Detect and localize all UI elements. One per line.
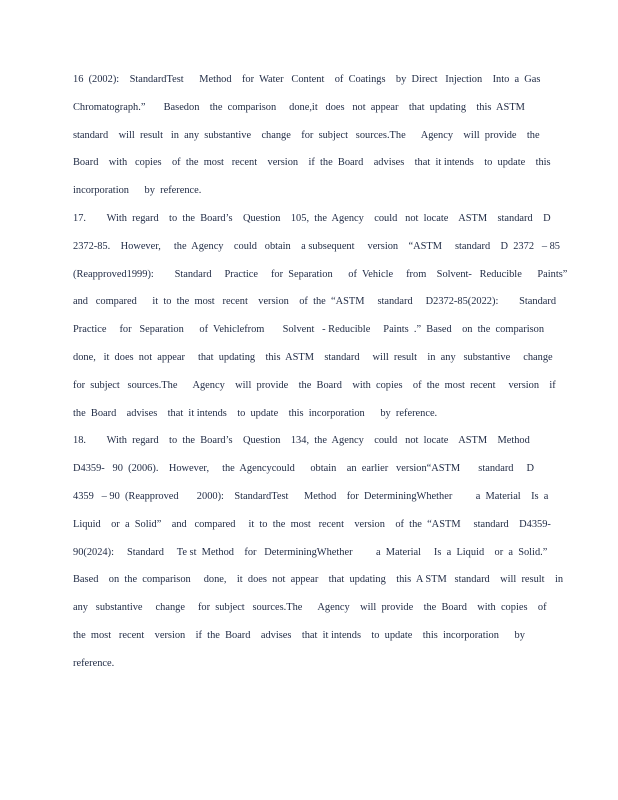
text-line: Chromatograph.” Basedon the comparison done,it does not appear that updating this ASTM bbox=[73, 101, 525, 113]
text-line: (Reapproved1999): Standard Practice for Separation of Vehicle from Solvent- Reducible Paints” bbox=[73, 268, 568, 280]
text-line: 4359 – 90 (Reapproved 2000): StandardTest Method for DeterminingWhether a Material Is a bbox=[73, 490, 549, 502]
text-line: and compared it to the most recent version of the “ASTM standard D2372-85(2022): Standard bbox=[73, 296, 557, 308]
text-line: Liquid or a Solid” and compared it to the most recent version of the “ASTM standard D4359- bbox=[73, 518, 551, 530]
text-line: 16 (2002): StandardTest Method for Water Content of Coatings by Direct Injection Into a Gas bbox=[73, 74, 541, 85]
text-line: Based on the comparison done, it does not appear that updating this A STM standard will result in bbox=[73, 574, 564, 586]
text-line: 90(2024): Standard Te st Method for DeterminingWhether a Material Is a Liquid or a Solid.” bbox=[73, 546, 548, 558]
text-line: incorporation by reference. bbox=[73, 185, 202, 197]
text-line: 18. With regard to the Board’s Question 134, the Agency could not locate ASTM Method bbox=[73, 435, 530, 447]
body-text bbox=[73, 70, 568, 682]
text-line: Board with copies of the most recent version if the Board advises that it intends to update this bbox=[73, 157, 551, 169]
text-line: the most recent version if the Board advises that it intends to update this incorporation by bbox=[73, 629, 525, 641]
text-line: Practice for Separation of Vehiclefrom Solvent - Reducible Paints .” Based on the comparison bbox=[73, 324, 545, 336]
text-line: the Board advises that it intends to update this incorporation by reference. bbox=[73, 407, 438, 419]
text-line: 2372-85. However, the Agency could obtain a subsequent version “ASTM standard D 2372 – 85 bbox=[73, 240, 560, 252]
text-line: any substantive change for subject sources.The Agency will provide the Board with copies of bbox=[73, 602, 547, 614]
text-line: 17. With regard to the Board’s Question 105, the Agency could not locate ASTM standard D bbox=[73, 212, 551, 224]
text-line: standard will result in any substantive change for subject sources.The Agency will provide the bbox=[73, 129, 540, 141]
text-line: for subject sources.The Agency will provide the Board with copies of the most recent version if bbox=[73, 379, 556, 391]
text-line: reference. bbox=[73, 657, 115, 669]
text-line: done, it does not appear that updating this ASTM standard will result in any substantive change bbox=[73, 351, 553, 363]
text-line: D4359- 90 (2006). However, the Agencycould obtain an earlier version“ASTM standard D bbox=[73, 463, 534, 475]
